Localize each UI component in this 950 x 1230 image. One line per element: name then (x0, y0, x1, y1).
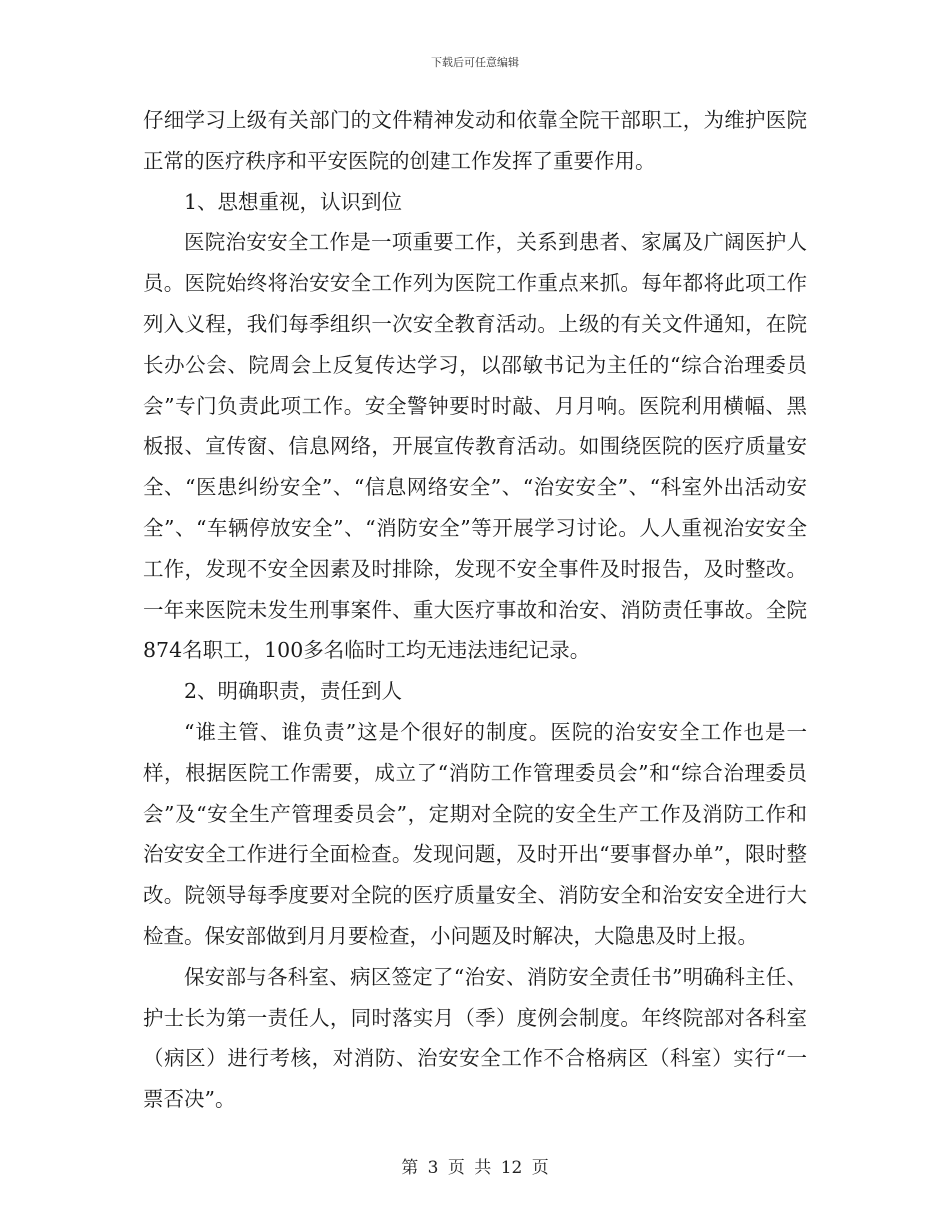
section-heading-1: 1、思想重视，认识到位 (184, 189, 403, 214)
paragraph-2: 医院治安安全工作是一项重要工作，关系到患者、家属及广阔医护人员。医院始终将治安安全工作列为医院工作重点来抓。每年都将此项工作列入义程，我们每季组织一次安全教育活动。上级的有关文件通知，在院长办公会、院周会上反复传达学习，以邵敏书记为主任的“综合治理委员会”专门负责此项工作。安全警钟要时时敲、月月响。医院利用横幅、黑板报、宣传窗、信息网络，开展宣传教育活动。如围绕医院的医疗质量安全、“医患纠纷安全”、“信息网络安全”、“治安安全”、“科室外出活动安全”、“车辆停放安全”、“消防安全”等开展学习讨论。人人重视治安安全工作，发现不安全因素及时排除，发现不安全事件及时报告，及时整改。一年来医院未发生刑事案件、重大医疗事故和治安、消防责任事故。全院874名职工，100多名临时工均无违法违纪记录。 (143, 230, 807, 663)
paragraph-3: “谁主管、谁负责”这是个很好的制度。医院的治安安全工作也是一样，根据医院工作需要，成立了“消防工作管理委员会”和“综合治理委员会”及“安全生产管理委员会”，定期对全院的安全生产工作及消防工作和治安安全工作进行全面检查。发现问题，及时开出“要事督办单”，限时整改。院领导每季度要对全院的医疗质量安全、消防安全和治安安全进行大检查。保安部做到月月要检查，小问题及时解决，大隐患及时上报。 (143, 719, 807, 948)
section-heading-2: 2、明确职责，责任到人 (184, 679, 403, 704)
paragraph-1: 仔细学习上级有关部门的文件精神发动和依靠全院干部职工，为维护医院正常的医疗秩序和平安医院的创建工作发挥了重要作用。 (143, 108, 807, 173)
page-number: 第 3 页 共 12 页 (401, 1158, 549, 1178)
document-body (143, 100, 807, 1120)
page-header-note: 下载后可任意编辑 (431, 56, 519, 69)
paragraph-4: 保安部与各科室、病区签定了“治安、消防安全责任书”明确科主任、护士长为第一责任人，同时落实月（季）度例会制度。年终院部对各科室（病区）进行考核，对消防、治安安全工作不合格病区（科室）实行“一票否决”。 (143, 964, 807, 1112)
